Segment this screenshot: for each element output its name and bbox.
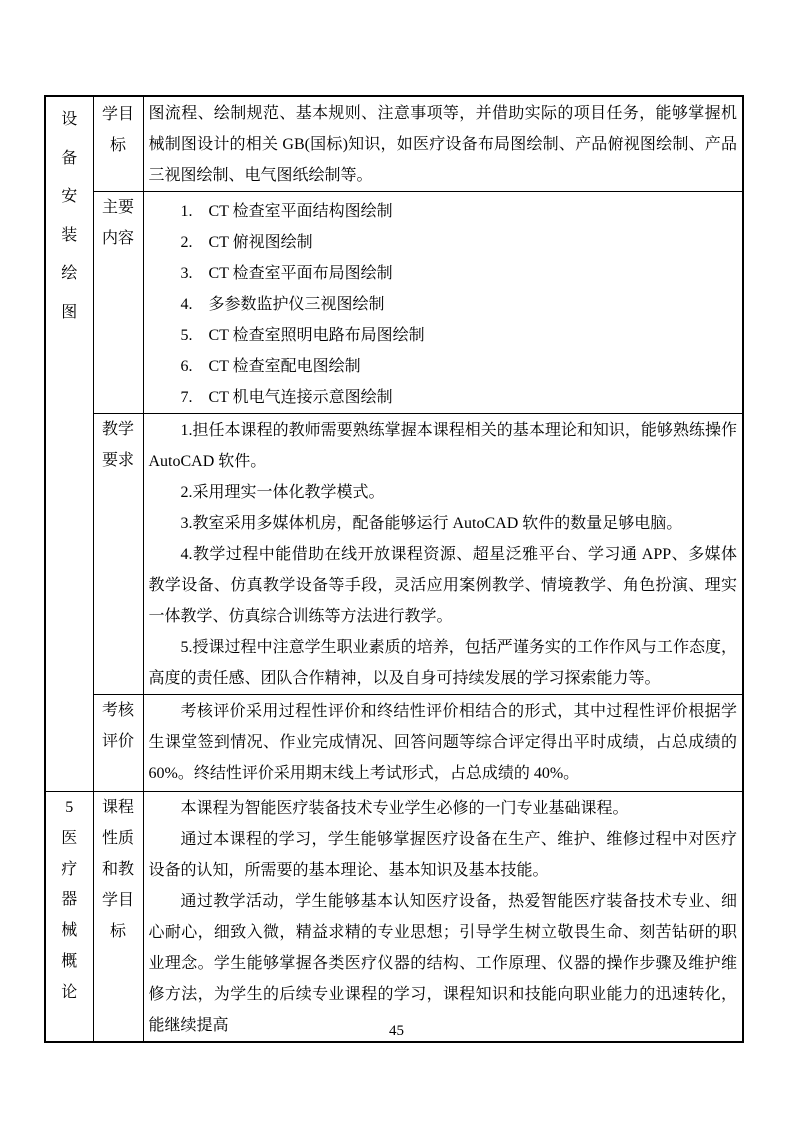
row-label-assessment: 考核评价 <box>101 702 134 750</box>
paragraph: 图流程、绘制规范、基本规则、注意事项等，并借助实际的项目任务，能够掌握机械制图设计的相关 GB(国标)知识，如医疗设备布局图绘制、产品俯视图绘制、产品三视图绘制、电气图纸绘制等。 <box>148 105 737 184</box>
content-cell-main-content <box>143 192 743 414</box>
row-label-cell <box>93 695 143 792</box>
content-cell-learning-goal <box>143 96 743 192</box>
table-row <box>45 414 743 695</box>
paragraph: 5.授课过程中注意学生职业素质的培养，包括严谨务实的工作作风与工作态度，高度的责任感、团队合作精神，以及自身可持续发展的学习探索能力等。 <box>148 639 737 687</box>
paragraph: 1.担任本课程的教师需要熟练掌握本课程相关的基本理论和知识，能够熟练操作 AutoCAD 软件。 <box>148 422 737 470</box>
chapter-cell-equipment-drawing <box>45 96 93 792</box>
table-row <box>45 96 743 192</box>
paragraph: 2.采用理实一体化教学模式。 <box>180 484 385 501</box>
list-item: 4. 多参数监护仪三视图绘制 <box>180 296 385 313</box>
row-label-cell <box>93 192 143 414</box>
content-cell-course-nature-goals <box>143 792 743 1043</box>
page-number: 45 <box>389 1023 404 1039</box>
list-item: 3. CT 检查室平面布局图绘制 <box>180 265 393 282</box>
paragraph: 考核评价采用过程性评价和终结性评价相结合的形式，其中过程性评价根据学生课堂签到情况、作业完成情况、回答问题等综合评定得出平时成绩，占总成绩的 60%。终结性评价采用期末线上考试形式，占总成绩的 40%。 <box>148 703 737 782</box>
syllabus-table <box>44 95 744 1043</box>
content-cell-assessment <box>143 695 743 792</box>
row-label-cell <box>93 414 143 695</box>
list-item: 7. CT 机电气连接示意图绘制 <box>180 389 393 406</box>
paragraph: 4.教学过程中能借助在线开放课程资源、超星泛雅平台、学习通 APP、多媒体教学设备、仿真教学设备等手段，灵活应用案例教学、情境教学、角色扮演、理实一体教学、仿真综合训练等方法进行教学。 <box>148 546 737 625</box>
row-label-cell <box>93 792 143 1043</box>
list-item: 2. CT 俯视图绘制 <box>180 234 313 251</box>
paragraph: 通过教学活动，学生能够基本认知医疗设备，热爱智能医疗装备技术专业、细心耐心，细致入微，精益求精的专业思想；引导学生树立敬畏生命、刻苦钻研的职业理念。学生能够掌握各类医疗仪器的结构、工作原理、仪器的操作步骤及维护维修方法，为学生的后续专业课程的学习，课程知识和技能向职业能力的迅速转化，能继续提高 <box>148 893 737 1034</box>
row-label-main-content: 主要内容 <box>101 199 134 247</box>
list-item: 1. CT 检查室平面结构图绘制 <box>180 203 393 220</box>
content-cell-teaching-requirements <box>143 414 743 695</box>
row-label-course-nature-goals: 课程性质和教学目标 <box>101 799 134 940</box>
chapter-cell-medical-devices-intro <box>45 792 93 1043</box>
list-item: 6. CT 检查室配电图绘制 <box>180 358 361 375</box>
paragraph: 本课程为智能医疗装备技术专业学生必修的一门专业基础课程。 <box>180 800 629 817</box>
paragraph: 通过本课程的学习，学生能够掌握医疗设备在生产、维护、维修过程中对医疗设备的认知，所需要的基本理论、基本知识及基本技能。 <box>148 831 737 879</box>
list-item: 5. CT 检查室照明电路布局图绘制 <box>180 327 425 344</box>
table-row <box>45 792 743 1043</box>
paragraph: 3.教室采用多媒体机房，配备能够运行 AutoCAD 软件的数量足够电脑。 <box>180 515 683 532</box>
row-label-learning-goal: 学目标 <box>101 106 134 154</box>
table-row <box>45 695 743 792</box>
row-label-cell <box>93 96 143 192</box>
row-label-teaching-requirements: 教学要求 <box>101 421 134 469</box>
chapter-vertical-label: 5医疗器械概论 <box>61 799 78 1001</box>
chapter-vertical-label: 设备安装绘图 <box>61 111 78 321</box>
table-row <box>45 192 743 414</box>
